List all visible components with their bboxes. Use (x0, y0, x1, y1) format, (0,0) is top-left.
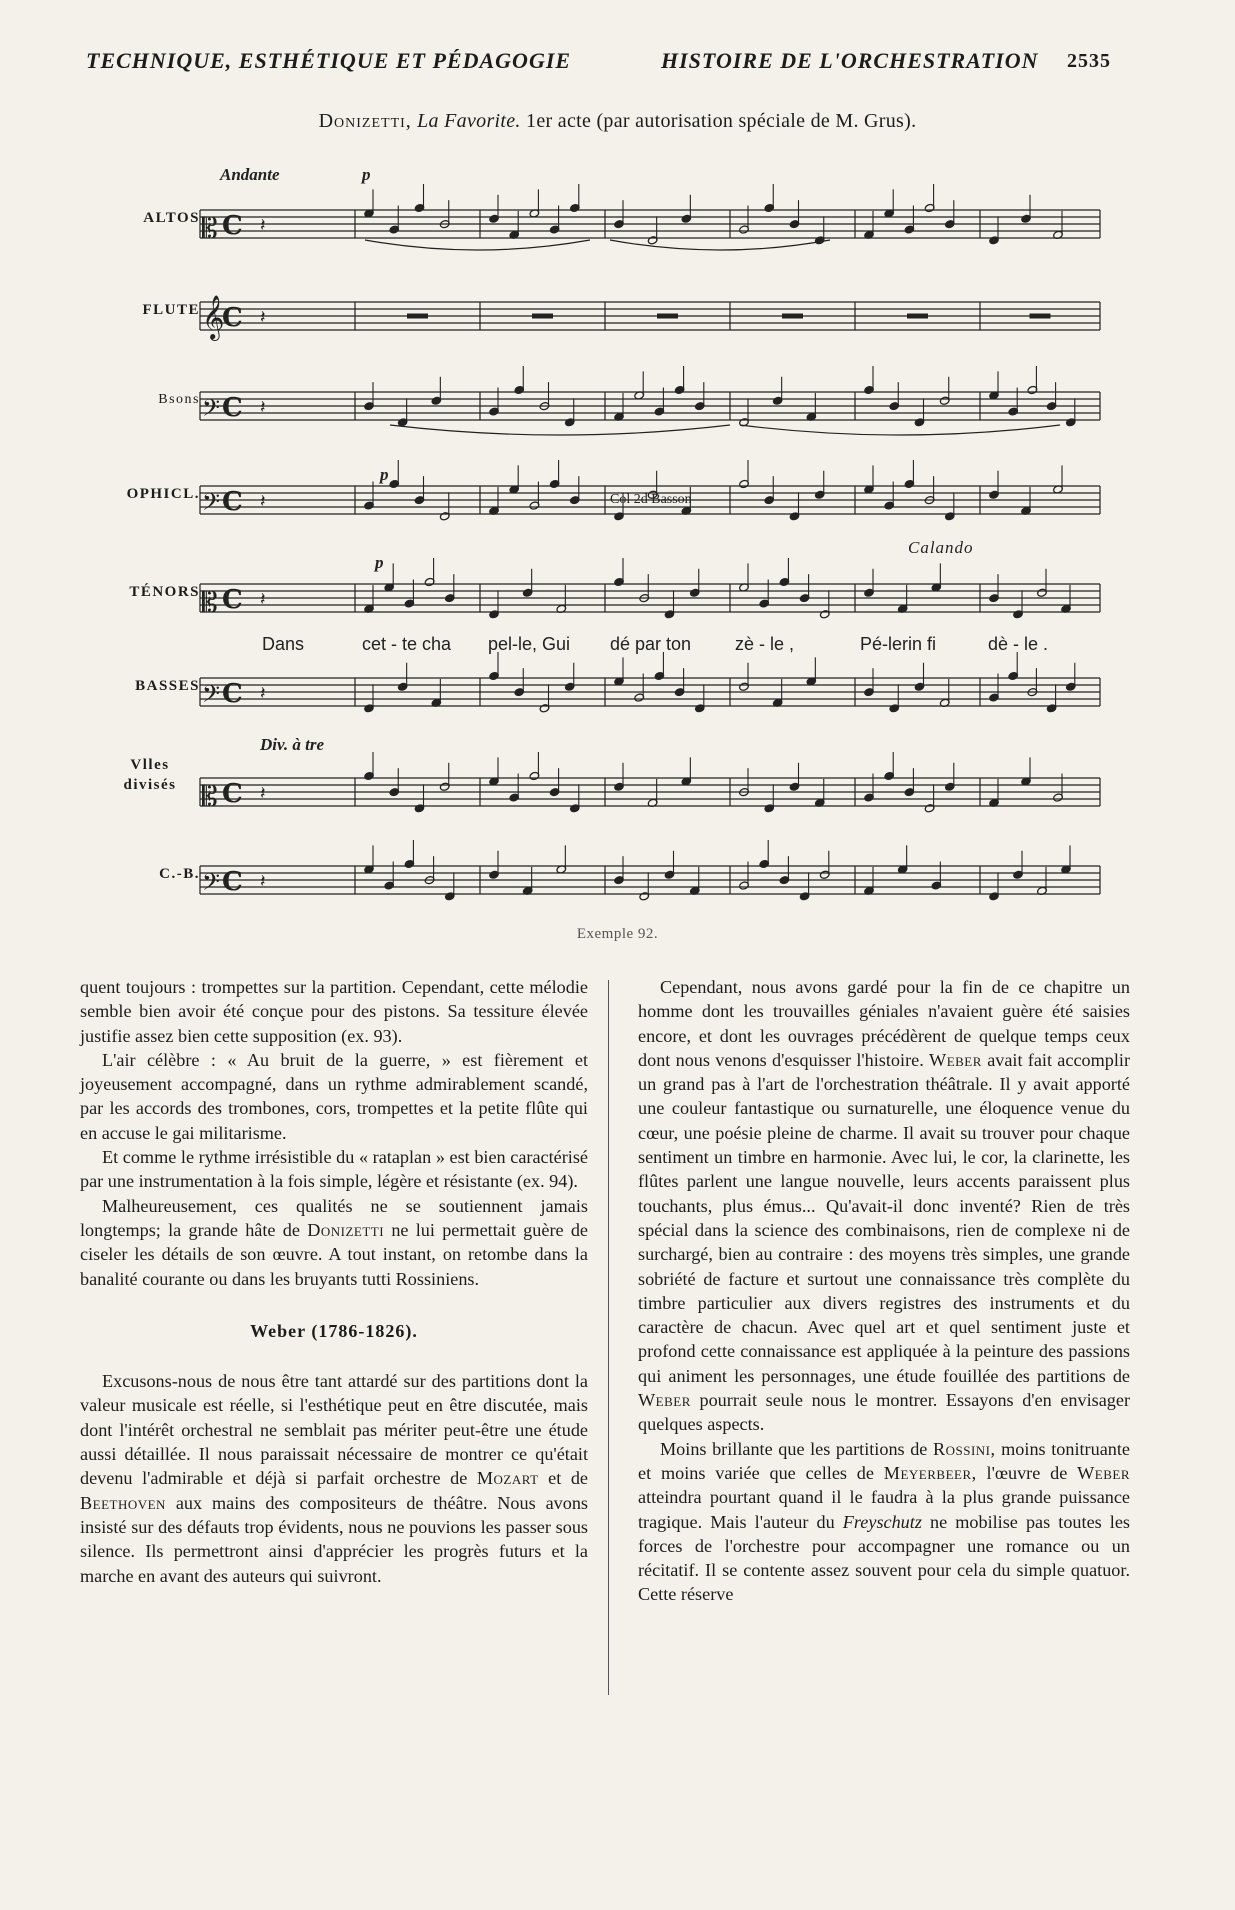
dynamic-altos: p (362, 165, 371, 184)
dynamic-ophicl: p (380, 465, 389, 484)
whole-rest (533, 314, 553, 318)
header-left: TECHNIQUE, ESTHÉTIQUE ET PÉDAGOGIE (86, 48, 572, 73)
rest-icon: 𝄽 (260, 397, 266, 418)
rest-icon: 𝄽 (260, 589, 266, 610)
time-signature: C (222, 585, 243, 615)
lyric-syllable: pel-le, Gui (488, 634, 571, 654)
time-signature: C (222, 867, 243, 897)
label-basses: BASSES (135, 678, 200, 694)
clef-icon: 𝄡 (202, 780, 218, 813)
left-paragraph-4: Malheureusement, ces qualités ne se soutiennent jamais longtemps; la grande hâte de Donizetti ne lui permettait guère de ciseler les détails de son œuvre. A tout instant, on retombe dans la banalité courante ou dans les bruyants tutti Rossiniens. (80, 1195, 588, 1289)
label-flute: FLUTE (142, 302, 200, 318)
running-header (86, 48, 1111, 78)
clef-icon: 𝄢 (202, 680, 221, 713)
whole-rest (783, 314, 803, 318)
right-paragraph-1: Cependant, nous avons gardé pour la fin de ce chapitre un homme dont les trouvailles géniales n'avaient guère été saisies encore, et dont les ouvrages précédèrent de quelque temps ceux dont nous venons d'esquisser l'histoire. Weber avait fait accomplir un grand pas à l'art de l'orchestration théâtrale. Il y avait apporté une couleur fantastique ou surnaturelle, une éloquence venue du cœur, une poésie pleine de charme. Il avait su trouver pour chaque sentiment un timbre en harmonie. Avec lui, le cor, la clarinette, les flûtes parlent une langue nouvelle, leurs accents paraissent plus touchants, plus émus... Qu'avait-il donc inventé? Rien de très spécial dans la science des combinaisons, rien de complexe ni de surchargé, bien au contraire : des moyens très simples, une grande sobriété de facture et surtout une connaissance très complète du timbre particulier aux divers registres des instruments et du caractère de chacun. Avec quel art et quel sentiment juste et profond cette connaissance est appliquée à la peinture des passions qui animent les personnages, une étude fouillée des partitions de Weber pourrait seule nous le montrer. Essayons d'en envisager quelques aspects. (638, 977, 1131, 1435)
label-contrebasses: C.-B. (159, 866, 200, 882)
slur (740, 425, 1060, 435)
label-ophicleide: OPHICL. (126, 486, 200, 502)
clef-icon: 𝄢 (202, 488, 221, 521)
lyric-syllable: dé par ton (610, 634, 692, 654)
clef-icon: 𝄡 (202, 586, 218, 619)
rest-icon: 𝄽 (260, 491, 266, 512)
lyric-syllable: dè - le . (988, 634, 1049, 654)
rest-icon: 𝄽 (260, 215, 266, 236)
slur (610, 240, 830, 250)
divisi-marking: Div. à tre (260, 735, 325, 754)
left-paragraph-3: Et comme le rythme irrésistible du « rataplan » est bien caractérisé par une instrumentation à la fois simple, légère et résistante (ex. 94). (80, 1147, 588, 1192)
label-tenors: TÉNORS (129, 584, 200, 600)
example-label: Exemple 92. (576, 926, 659, 942)
clef-icon: 𝄢 (202, 394, 221, 427)
whole-rest (658, 314, 678, 318)
name-donizetti: Donizetti (307, 1219, 385, 1240)
header-right: HISTOIRE DE L'ORCHESTRATION (661, 48, 1039, 73)
right-paragraph-2: Moins brillante que les partitions de Rossini, moins tonitruante et moins variée que celles de Meyerbeer, l'œuvre de Weber atteindra pourtant quand il le faudra à la plus grande puissance tragique. Mais l'auteur du Freyschutz ne mobilise pas toutes les forces de l'orchestre pour accompagner une romance ou un récitatif. Il se contente assez souvent pour cela du simple quatuor. Cette réserve (638, 1438, 1131, 1605)
clef-icon: 𝄞 (202, 295, 225, 339)
clef-icon: 𝄡 (202, 212, 218, 245)
right-column (638, 975, 1130, 1607)
caption-work: La Favorite. (417, 110, 521, 132)
clef-icon: 𝄢 (202, 868, 221, 901)
rest-icon: 𝄽 (260, 683, 266, 704)
label-bassons: Bsons (158, 392, 200, 407)
label-violoncelles: Vlles divisés (123, 757, 177, 793)
dynamic-tenors: p (375, 553, 384, 572)
slur (365, 240, 590, 250)
whole-rest (408, 314, 428, 318)
tempo-marking: Andante (220, 165, 280, 184)
time-signature: C (222, 303, 243, 333)
caption-rest: 1er acte (par autorisation spéciale de M. Grus). (526, 110, 917, 132)
time-signature: C (222, 779, 243, 809)
time-signature: C (222, 679, 243, 709)
score-caption (0, 110, 1235, 133)
time-signature: C (222, 211, 243, 241)
slur (390, 425, 730, 435)
musical-score (110, 150, 1110, 920)
lyric-syllable: zè - le , (735, 634, 795, 654)
caption-composer: Donizetti, (318, 110, 412, 132)
rest-icon: 𝄽 (260, 307, 266, 328)
left-paragraph-1: quent toujours : trompettes sur la partition. Cependant, cette mélodie semble bien avoir été conçue pour des pistons. Sa tessiture élevée justifie assez bien cette supposition (ex. 93). (80, 977, 588, 1046)
section-heading-weber: Weber (1786-1826). (250, 1320, 418, 1341)
left-paragraph-5: Excusons-nous de nous être tant attardé sur des partitions dont la valeur musicale est réelle, si l'esthétique peut en être discutée, mais dont l'intérêt orchestral ne semblait pas mériter peut-être une étude aussi détaillée. Il nous paraissait nécessaire de montrer ce qu'était devenu l'admirable et déjà si parfait orchestre de Mozart et de Beethoven aux mains des compositeurs de théâtre. Nous avons insisté sur des défauts trop évidents, nous ne pouvions les passer sous silence. Ils permettront ainsi d'apprécier les progrès futurs et la marche en avant des auteurs qui suivront. (80, 1371, 589, 1586)
calando-marking: Calando (908, 538, 974, 557)
lyric-syllable: Dans (262, 634, 305, 654)
left-paragraph-2: L'air célèbre : « Au bruit de la guerre, » est fièrement et joyeusement accompagné, dans un rythme admirablement scandé, par les accords des trombones, cors, trompettes et la petite flûte qui en accuse le gai militarisme. (80, 1049, 588, 1143)
score-svg (110, 150, 1110, 920)
lyric-syllable: cet - te cha (362, 634, 452, 654)
left-column (80, 975, 588, 1588)
time-signature: C (222, 487, 243, 517)
column-divider (608, 980, 609, 1695)
whole-rest (1030, 314, 1050, 318)
page-number: 2535 (1067, 50, 1111, 72)
label-altos: ALTOS (143, 210, 200, 226)
col-basson-text: Col 2d Basson (610, 492, 692, 507)
lyric-syllable: Pé-lerin fi (860, 634, 937, 654)
time-signature: C (222, 393, 243, 423)
whole-rest (908, 314, 928, 318)
rest-icon: 𝄽 (260, 783, 266, 804)
rest-icon: 𝄽 (260, 871, 266, 892)
